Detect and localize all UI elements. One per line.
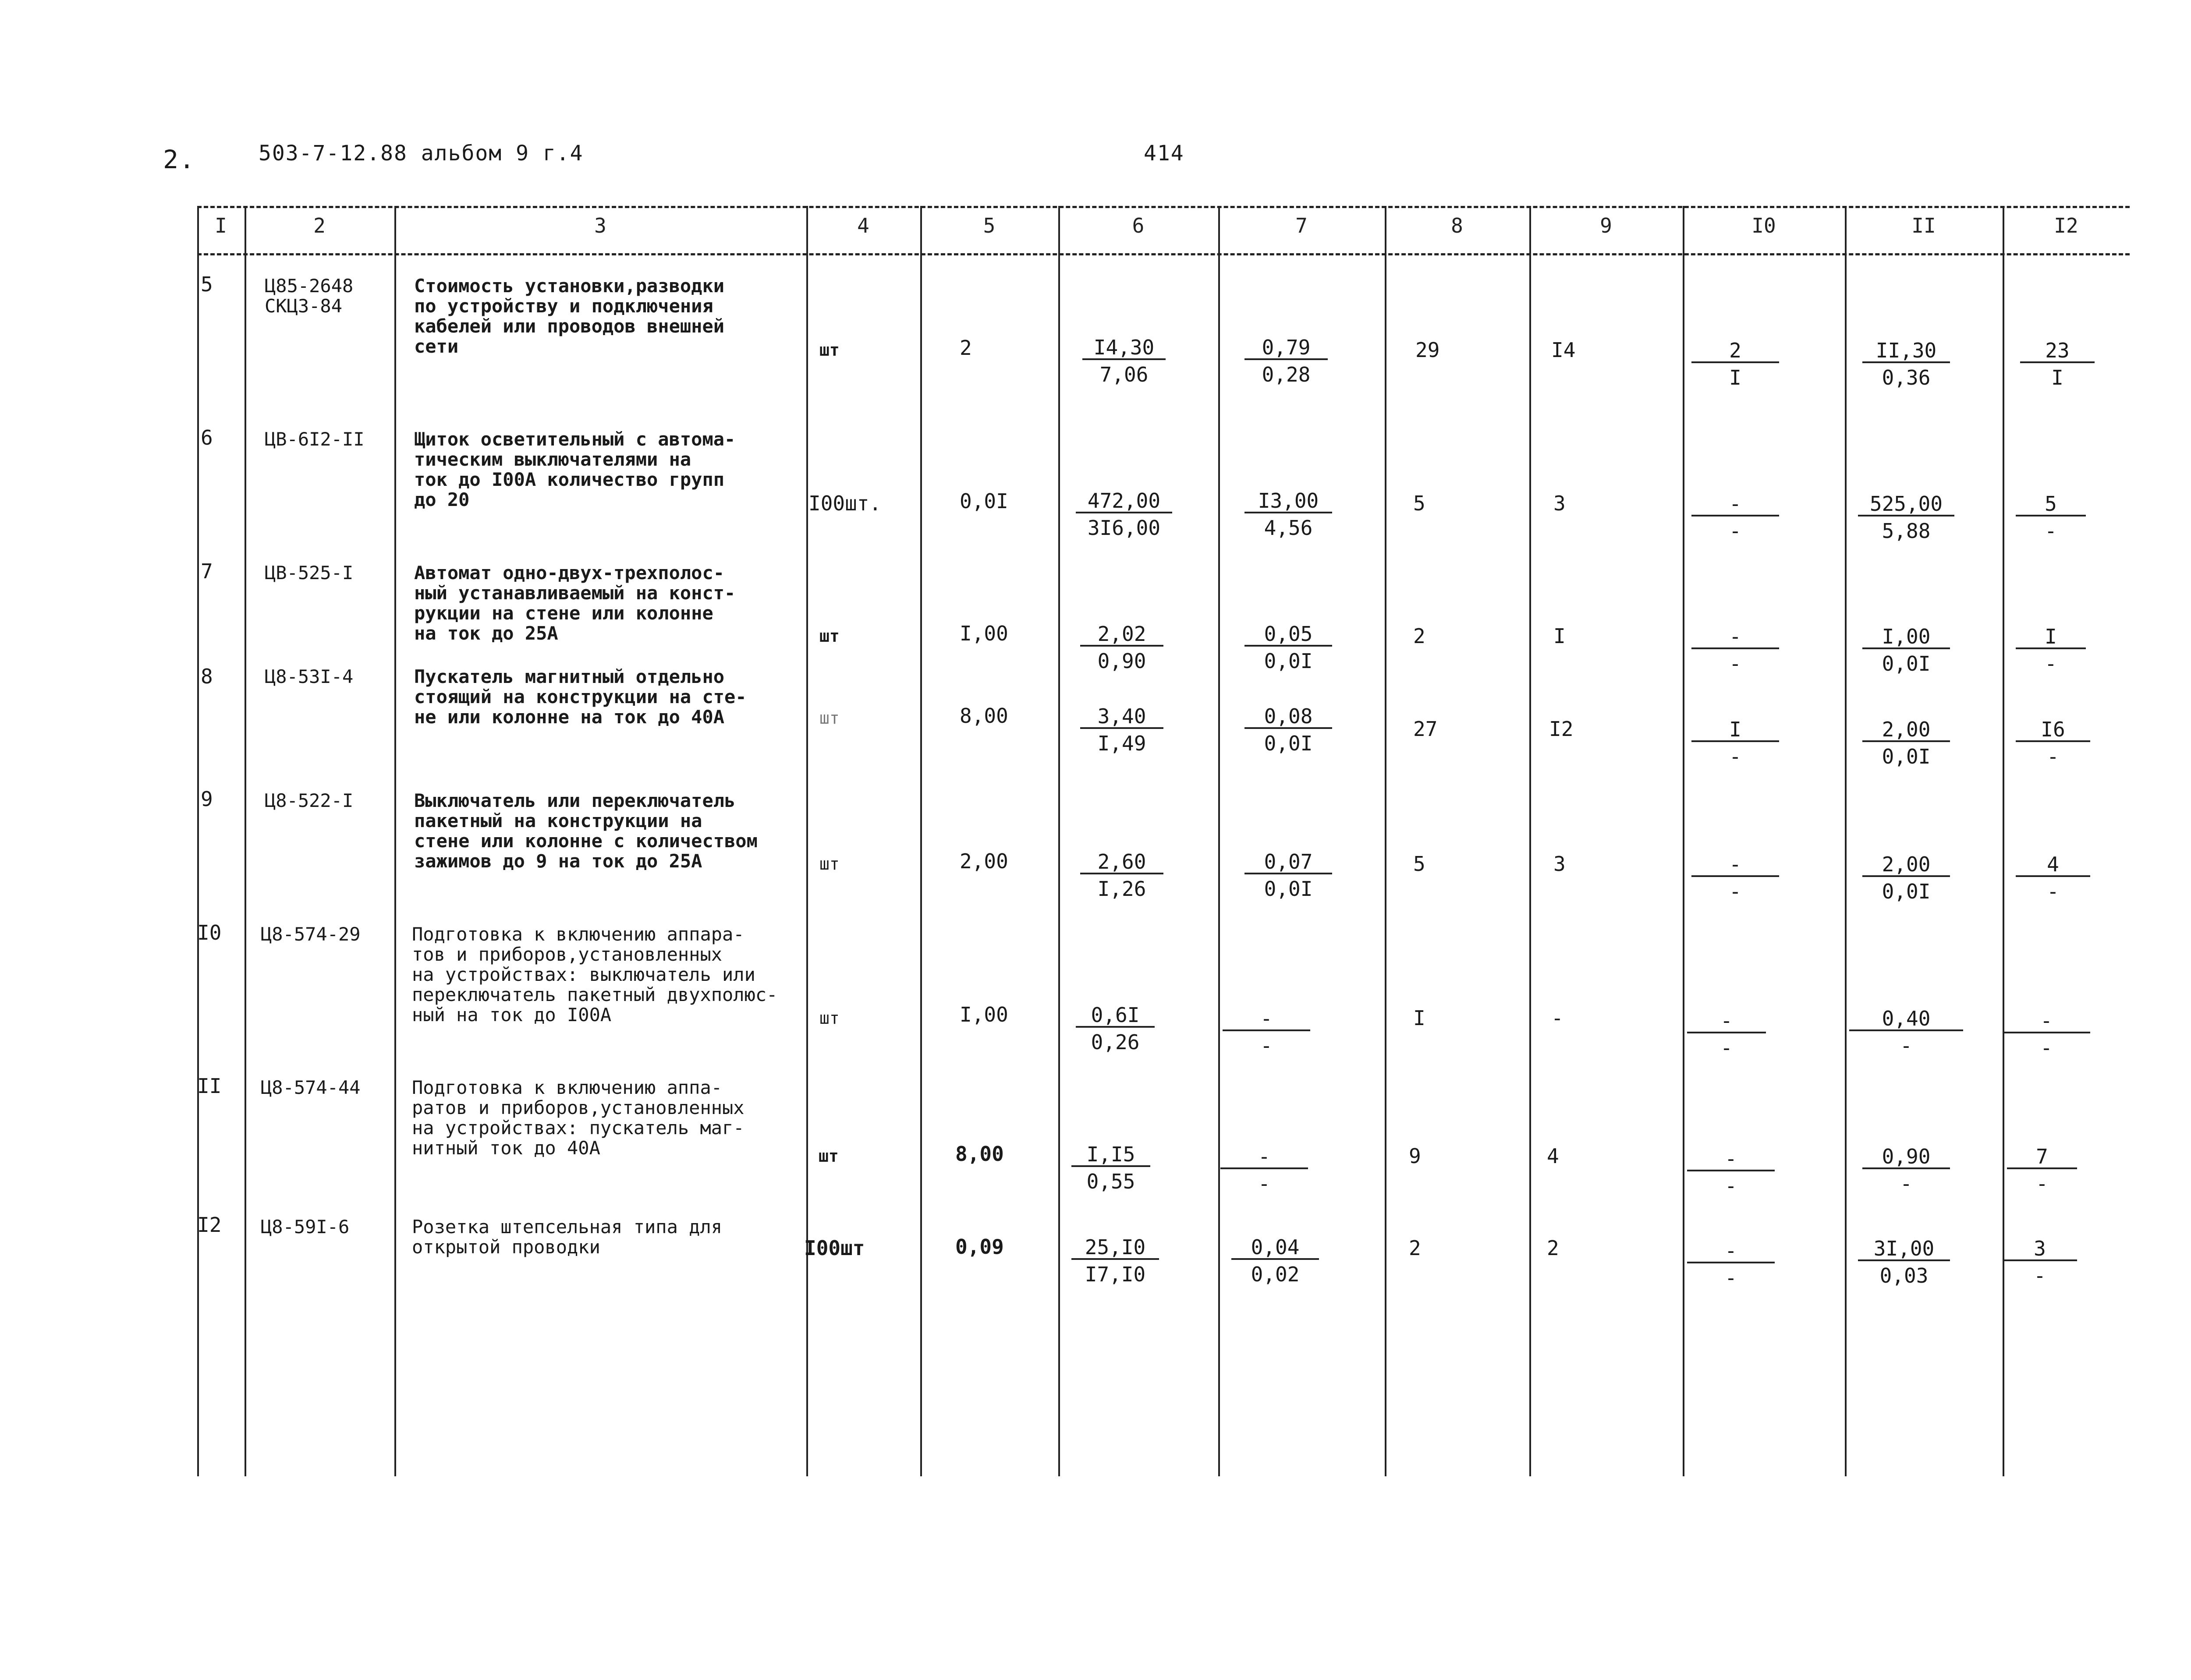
col9-value: 2: [1547, 1236, 1559, 1260]
col11-fraction: [1858, 1238, 1950, 1287]
col6-top: 2,02: [1080, 623, 1163, 647]
quantity: 2: [960, 336, 972, 360]
col11-top: II,30: [1862, 340, 1950, 363]
col10-top: -: [1691, 626, 1779, 649]
col7-bottom: -: [1258, 1172, 1270, 1195]
col9-value: 4: [1547, 1144, 1559, 1168]
col10-fraction: [1691, 626, 1779, 675]
quantity: 8,00: [955, 1142, 1004, 1166]
col10-bottom: -: [1729, 880, 1741, 903]
col9-value: 3: [1553, 492, 1566, 515]
col-divider: [1385, 206, 1386, 1476]
col12-top: I6: [2016, 718, 2090, 742]
col-header-8: 8: [1451, 214, 1463, 237]
col6-bottom: I,26: [1097, 877, 1146, 901]
col7-fraction: [1244, 490, 1332, 539]
rate-code: ЦВ-6I2-II: [265, 428, 365, 450]
col11-bottom: 0,0I: [1882, 652, 1931, 676]
col12-fraction: [2007, 1146, 2077, 1195]
col11-bottom: -: [1900, 1034, 1912, 1058]
col12-fraction: [2003, 1238, 2077, 1287]
col-divider: [1683, 206, 1684, 1476]
col12-top: 23: [2020, 340, 2095, 363]
work-description: Подготовка к включению аппара- тов и приборов,установленных на устройствах: выключатель или переключатель пакетный двухполюс- ный на ток до I00А: [412, 923, 778, 1026]
quantity: 2,00: [960, 849, 1008, 873]
col8-value: 5: [1413, 492, 1425, 515]
document-reference: 503-7-12.88 альбом 9 г.4: [259, 141, 584, 166]
col7-bottom: 0,02: [1251, 1263, 1300, 1286]
col6-bottom: 0,26: [1091, 1030, 1140, 1054]
rate-code: Ц8-53I-4: [265, 666, 354, 687]
col11-top: 0,40: [1849, 1008, 1963, 1031]
col12-bottom: -: [2036, 1172, 2048, 1195]
col-header-2: 2: [313, 214, 326, 237]
col-header-5: 5: [983, 214, 996, 237]
col6-fraction: [1080, 623, 1163, 672]
col10-top: -: [1687, 1240, 1775, 1263]
row-number: I0: [197, 921, 222, 944]
work-description: Щиток осветительный с автома- тическим выключателями на ток до I00А количество групп до 20: [414, 428, 736, 510]
col8-value: 27: [1413, 717, 1438, 741]
col10-top: 2: [1691, 340, 1779, 363]
rate-code: Ц85-2648 СКЦ3-84: [265, 275, 354, 317]
col11-top: 3I,00: [1858, 1238, 1950, 1261]
col7-top: I3,00: [1244, 490, 1332, 513]
col10-fraction: [1687, 1148, 1775, 1197]
col-divider: [806, 206, 808, 1476]
col6-bottom: 3I6,00: [1087, 516, 1161, 540]
rate-code: Ц8-574-29: [261, 923, 361, 945]
col10-fraction: [1691, 718, 1779, 767]
col-header-9: 9: [1600, 214, 1612, 237]
col12-top: I: [2016, 626, 2086, 649]
unit: шт: [819, 1146, 839, 1166]
col11-bottom: 0,0I: [1882, 745, 1931, 768]
col10-top: I: [1691, 718, 1779, 742]
row-number: I2: [197, 1213, 222, 1237]
quantity: I,00: [960, 1003, 1008, 1026]
col-header-6: 6: [1132, 214, 1145, 237]
col7-top: 0,04: [1231, 1236, 1319, 1260]
col7-bottom: 4,56: [1264, 516, 1313, 540]
col12-fraction: [2016, 493, 2086, 542]
col8-value: 2: [1413, 624, 1425, 648]
col7-top: 0,79: [1244, 336, 1328, 360]
col12-fraction: [2003, 1010, 2090, 1059]
col6-fraction: [1076, 490, 1172, 539]
col12-bottom: -: [2047, 880, 2059, 903]
row-number: 9: [201, 787, 213, 811]
col11-fraction: [1862, 340, 1950, 389]
header-prefix: 2.: [163, 145, 195, 174]
col-divider: [394, 206, 396, 1476]
col12-bottom: -: [2047, 745, 2059, 768]
col6-fraction: [1071, 1236, 1159, 1285]
col10-bottom: I: [1729, 366, 1741, 389]
col8-value: 9: [1409, 1144, 1421, 1168]
row-number: II: [197, 1074, 222, 1098]
col10-bottom: -: [1720, 1036, 1733, 1060]
col11-fraction: [1862, 718, 1950, 767]
col7-fraction: [1244, 336, 1328, 386]
col11-bottom: 0,03: [1879, 1264, 1929, 1287]
col-header-10: I0: [1751, 214, 1776, 237]
row-number: 6: [201, 426, 213, 449]
col7-top: -: [1220, 1146, 1308, 1169]
col10-fraction: [1687, 1240, 1775, 1289]
col-header-12: I2: [2054, 214, 2078, 237]
col6-top: 472,00: [1076, 490, 1172, 513]
row-number: 8: [201, 665, 213, 688]
col-header-1: I: [215, 214, 227, 237]
col-divider: [245, 206, 246, 1476]
col10-top: -: [1691, 493, 1779, 516]
col9-value: -: [1551, 1006, 1563, 1030]
col-divider: [1218, 206, 1220, 1476]
col10-bottom: -: [1725, 1266, 1737, 1290]
col12-bottom: I: [2051, 366, 2063, 389]
unit: I00шт.: [808, 492, 882, 515]
col11-bottom: 0,36: [1882, 366, 1931, 389]
col6-top: I,I5: [1071, 1143, 1150, 1167]
col10-bottom: -: [1729, 519, 1741, 543]
col7-bottom: -: [1260, 1034, 1273, 1058]
col11-bottom: 5,88: [1882, 519, 1931, 543]
col6-top: 3,40: [1080, 705, 1163, 729]
unit: шт: [819, 1008, 840, 1028]
col6-fraction: [1080, 851, 1163, 900]
col7-fraction: [1220, 1146, 1308, 1195]
col7-fraction: [1223, 1008, 1310, 1057]
col12-bottom: -: [2045, 519, 2057, 543]
rate-code: Ц8-574-44: [261, 1077, 361, 1098]
col6-top: 0,6I: [1076, 1004, 1155, 1028]
col-header-11: II: [1911, 214, 1936, 237]
col7-bottom: 0,28: [1262, 363, 1311, 386]
col10-top: -: [1691, 853, 1779, 877]
col8-value: I: [1413, 1006, 1425, 1030]
col7-top: 0,07: [1244, 851, 1332, 874]
col6-top: I4,30: [1082, 336, 1166, 360]
col12-bottom: -: [2034, 1264, 2046, 1287]
col10-bottom: -: [1729, 745, 1741, 768]
col-divider: [1845, 206, 1847, 1476]
col6-bottom: 0,55: [1086, 1170, 1135, 1193]
quantity: I,00: [960, 622, 1008, 645]
col6-fraction: [1080, 705, 1163, 754]
rate-code: Ц8-59I-6: [261, 1216, 350, 1238]
row-number: 5: [201, 272, 213, 296]
rate-code: ЦВ-525-I: [265, 562, 354, 584]
rate-code: Ц8-522-I: [265, 790, 354, 811]
col10-bottom: -: [1729, 652, 1741, 676]
quantity: 0,09: [955, 1235, 1004, 1259]
col12-top: 5: [2016, 493, 2086, 516]
col10-fraction: [1687, 1010, 1766, 1059]
col7-bottom: 0,0I: [1264, 877, 1313, 901]
col11-fraction: [1862, 853, 1950, 902]
col6-fraction: [1076, 1004, 1155, 1053]
col8-value: 5: [1413, 852, 1425, 876]
col6-bottom: I,49: [1097, 732, 1146, 755]
col11-bottom: -: [1900, 1172, 1912, 1195]
col6-bottom: I7,I0: [1085, 1263, 1146, 1286]
col7-bottom: 0,0I: [1264, 649, 1313, 673]
work-description: Выключатель или переключатель пакетный на конструкции на стене или колонне с количеством зажимов до 9 на ток до 25А: [414, 790, 758, 872]
col11-fraction: [1858, 493, 1954, 542]
unit: I00шт: [804, 1236, 865, 1260]
col6-top: 25,I0: [1071, 1236, 1159, 1260]
col12-top: 4: [2016, 853, 2090, 877]
col6-fraction: [1082, 336, 1166, 386]
col7-top: 0,08: [1244, 705, 1332, 729]
work-description: Автомат одно-двух-трехполос- ный устанавливаемый на конст- рукции на стене или колонне на ток до 25А: [414, 562, 736, 644]
col11-fraction: [1862, 1146, 1950, 1195]
col12-fraction: [2020, 340, 2095, 389]
col10-fraction: [1691, 493, 1779, 542]
col10-fraction: [1691, 340, 1779, 389]
col11-bottom: 0,0I: [1882, 880, 1931, 903]
col10-top: -: [1687, 1148, 1775, 1171]
col12-top: 3: [2003, 1238, 2077, 1261]
col7-fraction: [1244, 623, 1332, 672]
col11-fraction: [1849, 1008, 1963, 1057]
work-description: Розетка штепсельная типа для открытой проводки: [412, 1216, 723, 1258]
col6-bottom: 0,90: [1097, 649, 1146, 673]
col-divider: [1058, 206, 1060, 1476]
col10-fraction: [1691, 853, 1779, 902]
quantity: 8,00: [960, 704, 1008, 728]
col-divider: [920, 206, 922, 1476]
col12-top: 7: [2007, 1146, 2077, 1169]
col-header-4: 4: [857, 214, 869, 237]
col9-value: I2: [1549, 717, 1574, 741]
col-divider: [197, 206, 199, 1476]
col12-fraction: [2016, 718, 2090, 767]
col7-fraction: [1244, 851, 1332, 900]
unit: шт: [819, 854, 840, 874]
col-header-7: 7: [1295, 214, 1308, 237]
col-divider: [1529, 206, 1531, 1476]
col-header-3: 3: [594, 214, 606, 237]
col8-value: 2: [1409, 1236, 1421, 1260]
col6-top: 2,60: [1080, 851, 1163, 874]
col7-top: 0,05: [1244, 623, 1332, 647]
col12-fraction: [2016, 853, 2090, 902]
work-description: Подготовка к включению аппа- ратов и приборов,установленных на устройствах: пускатель маг- нитный ток до 40А: [412, 1077, 745, 1159]
col12-top: -: [2003, 1010, 2090, 1033]
col7-top: -: [1223, 1008, 1310, 1031]
col9-value: 3: [1553, 852, 1566, 876]
col12-bottom: -: [2040, 1036, 2053, 1060]
quantity: 0,0I: [960, 489, 1008, 513]
col8-value: 29: [1415, 338, 1440, 362]
header-top-rule: [197, 206, 2130, 208]
col9-value: I4: [1551, 338, 1576, 362]
col11-top: 2,00: [1862, 718, 1950, 742]
page-number: 414: [1144, 141, 1184, 166]
col6-bottom: 7,06: [1099, 363, 1149, 386]
unit: шт: [819, 626, 840, 646]
header-bottom-rule: [197, 253, 2130, 255]
col11-top: 2,00: [1862, 853, 1950, 877]
work-description: Стоимость установки,разводки по устройству и подключения кабелей или проводов внешней сети: [414, 275, 725, 357]
work-description: Пускатель магнитный отдельно стоящий на конструкции на сте- не или колонне на ток до 40А: [414, 666, 747, 728]
row-number: 7: [201, 559, 213, 583]
col7-fraction: [1244, 705, 1332, 754]
col10-top: -: [1687, 1010, 1766, 1033]
col12-fraction: [2016, 626, 2086, 675]
col9-value: I: [1553, 624, 1566, 648]
col11-top: 525,00: [1858, 493, 1954, 516]
col7-bottom: 0,0I: [1264, 732, 1313, 755]
col11-top: I,00: [1862, 626, 1950, 649]
col11-top: 0,90: [1862, 1146, 1950, 1169]
unit: шт: [819, 340, 840, 360]
col6-fraction: [1071, 1143, 1150, 1192]
unit: шт: [819, 708, 840, 728]
col12-bottom: -: [2045, 652, 2057, 676]
col11-fraction: [1862, 626, 1950, 675]
col7-fraction: [1231, 1236, 1319, 1285]
col10-bottom: -: [1725, 1174, 1737, 1198]
